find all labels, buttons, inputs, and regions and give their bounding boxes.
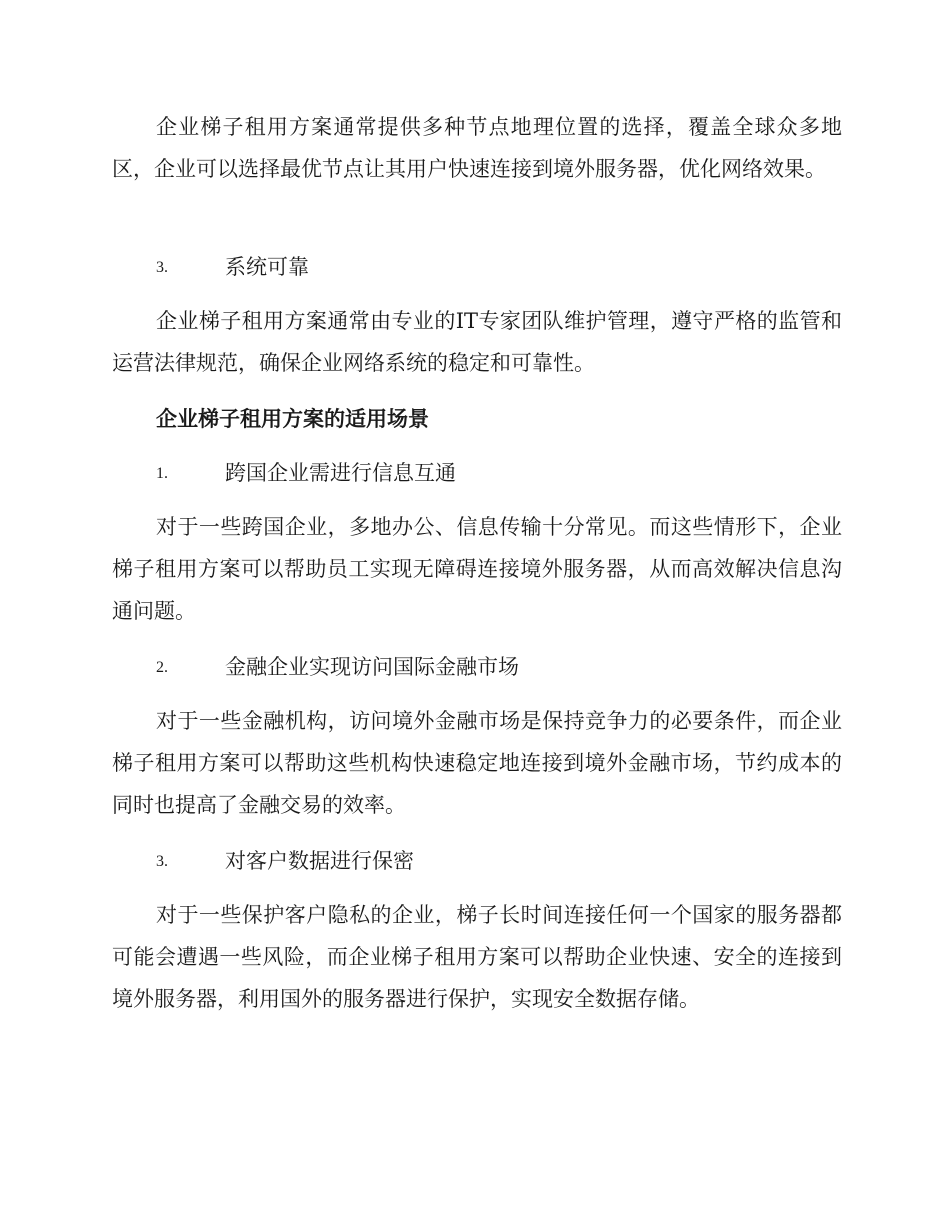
paragraph-finance: 对于一些金融机构，访问境外金融市场是保持竞争力的必要条件，而企业梯子租用方案可以帮助这些机构快速稳定地连接到境外金融市场，节约成本的同时也提高了金融交易的效率。: [112, 709, 842, 817]
list-number: 1.: [156, 465, 168, 482]
list-number: 3.: [156, 853, 168, 870]
list-item-text: 跨国企业需进行信息互通: [225, 461, 456, 485]
list-item-text: 系统可靠: [225, 255, 309, 279]
section-heading: 企业梯子租用方案的适用场景: [156, 406, 429, 431]
paragraph-privacy: 对于一些保护客户隐私的企业，梯子长时间连接任何一个国家的服务器都可能会遭遇一些风险，而企业梯子租用方案可以帮助企业快速、安全的连接到境外服务器，利用国外的服务器进行保护，实现安全数据存储。: [112, 903, 842, 1011]
list-item-text: 对客户数据进行保密: [225, 849, 414, 873]
list-number: 3.: [156, 259, 168, 276]
list-item-text: 金融企业实现访问国际金融市场: [225, 655, 519, 679]
list-number: 2.: [156, 659, 168, 676]
paragraph-node-locations: 企业梯子租用方案通常提供多种节点地理位置的选择，覆盖全球众多地区，企业可以选择最优节点让其用户快速连接到境外服务器，优化网络效果。: [112, 115, 842, 181]
paragraph-it-team: 企业梯子租用方案通常由专业的IT专家团队维护管理，遵守严格的监管和运营法律规范，确保企业网络系统的稳定和可靠性。: [112, 309, 842, 375]
paragraph-cross-border: 对于一些跨国企业，多地办公、信息传输十分常见。而这些情形下，企业梯子租用方案可以帮助员工实现无障碍连接境外服务器，从而高效解决信息沟通问题。: [112, 515, 842, 623]
